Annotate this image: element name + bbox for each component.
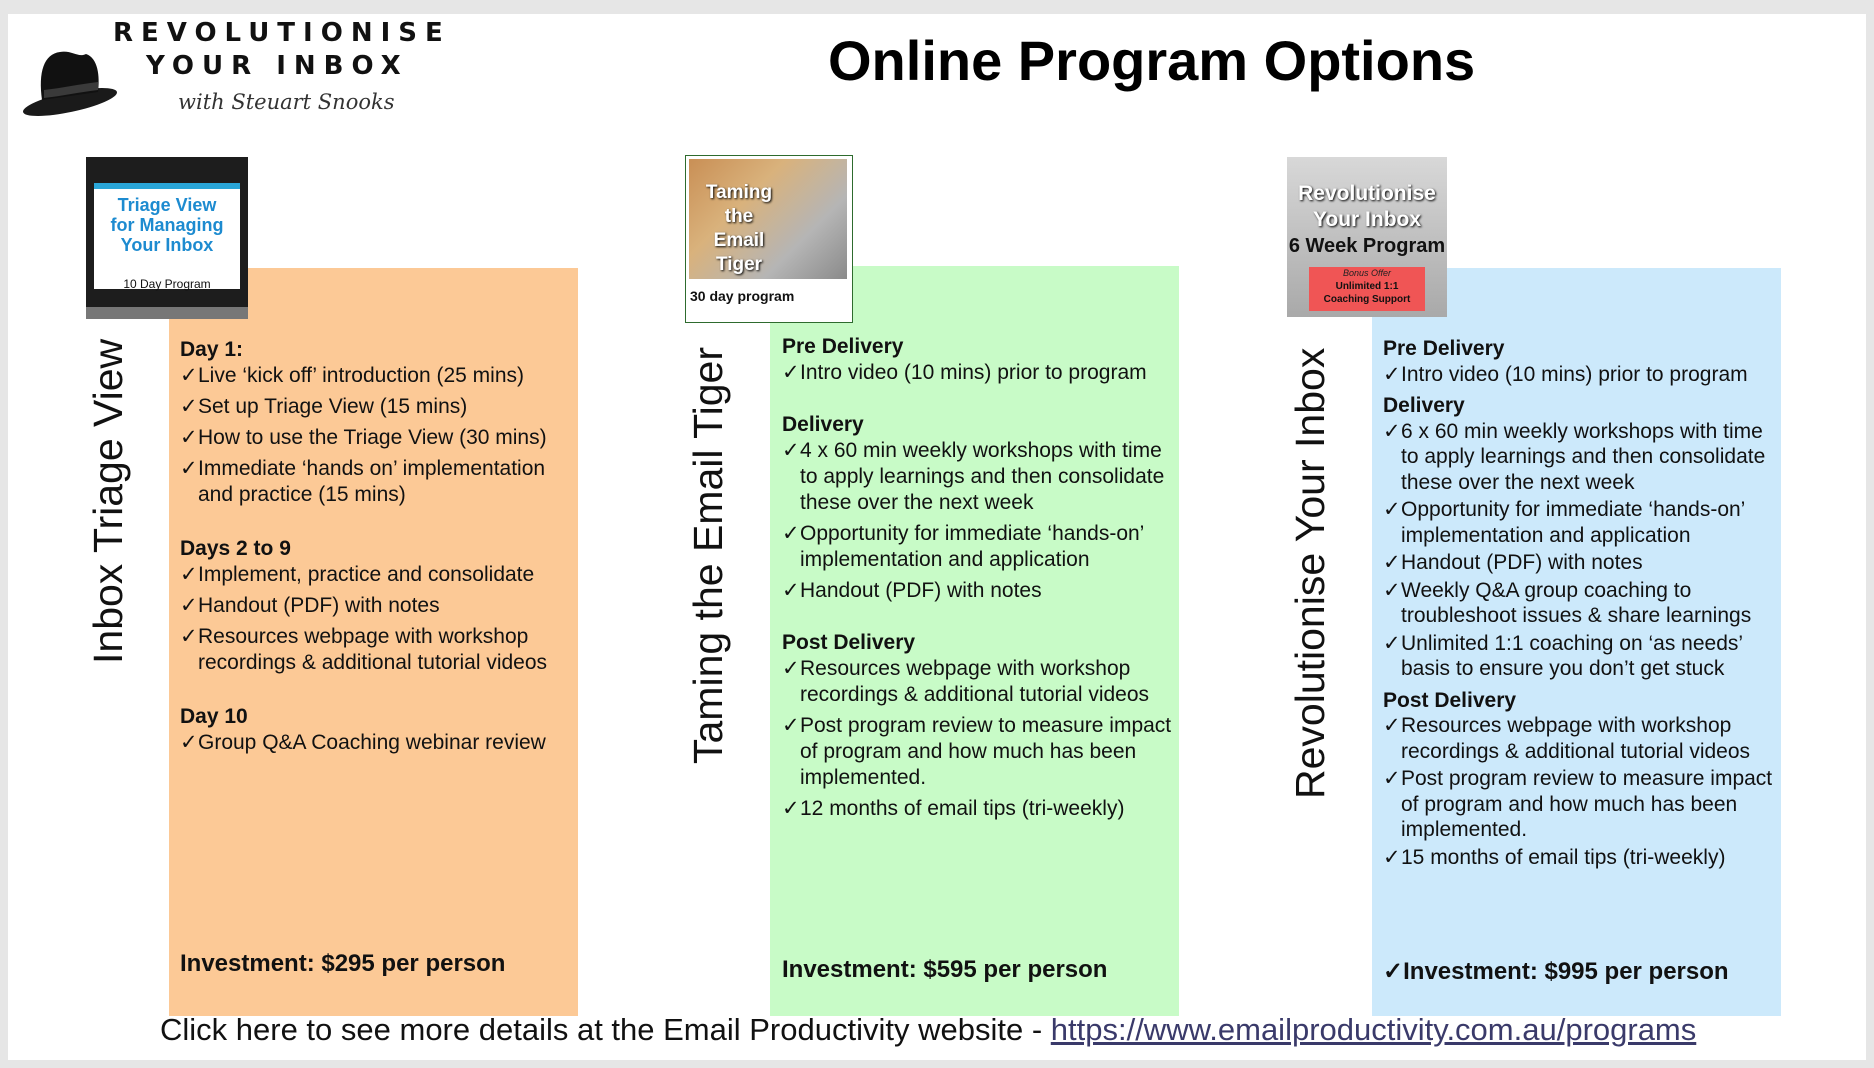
vertical-title-tiger: Taming the Email Tiger xyxy=(685,346,731,764)
hat-logo-icon xyxy=(20,32,120,122)
list-item: ✓ Implement, practice and consolidate xyxy=(180,563,535,586)
list-item: ✓ Resources webpage with workshop recordings & additional tutorial videos xyxy=(180,625,548,674)
thumb-line: Your Inbox xyxy=(120,235,214,255)
item-list xyxy=(1383,362,1779,388)
thumb-subtitle: 6 Week Program xyxy=(1288,235,1446,257)
section-heading: Pre Delivery xyxy=(1383,337,1505,360)
list-item: ✓ Group Q&A Coaching webinar review xyxy=(180,731,546,754)
list-item: ✓ Unlimited 1:1 coaching on ‘as needs’ basis to ensure you don’t get stuck xyxy=(1383,631,1743,680)
list-item: ✓ Intro video (10 mins) prior to program xyxy=(782,361,1147,384)
list-item: ✓ Resources webpage with workshop recordings & additional tutorial videos xyxy=(1383,714,1751,763)
item-list xyxy=(180,562,575,676)
tiger-image: Taming the Email Tiger xyxy=(689,159,847,279)
program-thumbnail-revolutionise[interactable]: Revolutionise Your Inbox 6 Week Program Bonus Offer Unlimited 1:1 Coaching Support xyxy=(1287,157,1447,317)
investment-price-tiger: Investment: $595 per person xyxy=(782,956,1108,983)
item-list xyxy=(1383,419,1779,682)
section-heading: Day 10 xyxy=(180,705,248,728)
section-heading: Pre Delivery xyxy=(782,335,904,358)
list-item: ✓ 6 x 60 min weekly workshops with time to apply learnings and then consolidate these over the next week xyxy=(1383,419,1766,494)
item-list xyxy=(180,363,575,508)
thumb-subtitle: 10 Day Program xyxy=(123,277,211,291)
list-item: ✓ 15 months of email tips (tri-weekly) xyxy=(1383,845,1726,869)
item-list xyxy=(782,438,1177,604)
bonus-offer-badge: Bonus Offer Unlimited 1:1 Coaching Support xyxy=(1309,267,1425,311)
vertical-title-revolutionise: Revolutionise Your Inbox xyxy=(1287,347,1333,799)
list-item: ✓ Handout (PDF) with notes xyxy=(1383,551,1643,574)
list-item: ✓ Opportunity for immediate ‘hands-on’ implementation and application xyxy=(782,522,1144,571)
page-title: Online Program Options xyxy=(828,29,1476,92)
footer-callout xyxy=(160,1012,1696,1048)
list-item: ✓ Set up Triage View (15 mins) xyxy=(180,395,468,418)
brand-line-1: REVOLUTIONISE xyxy=(113,18,451,48)
list-item: ✓ Resources webpage with workshop recordings & additional tutorial videos xyxy=(782,657,1150,706)
list-item: ✓ Post program review to measure impact of program and how much has been implemented. xyxy=(782,714,1172,789)
thumb-line: for Managing xyxy=(110,215,224,235)
list-item: ✓ 4 x 60 min weekly workshops with time to apply learnings and then consolidate these over the next week xyxy=(782,439,1165,514)
program-thumbnail-triage[interactable] xyxy=(86,157,248,319)
section-heading: Post Delivery xyxy=(782,631,916,654)
program-details-triage xyxy=(180,337,575,761)
item-list xyxy=(782,360,1177,386)
program-details-revolutionise xyxy=(1383,336,1779,872)
section-heading: Post Delivery xyxy=(1383,688,1517,712)
list-item: ✓ Intro video (10 mins) prior to program xyxy=(1383,362,1748,386)
section-heading: Delivery xyxy=(782,413,864,436)
list-item: ✓ Immediate ‘hands on’ implementation and practice (15 mins) xyxy=(180,457,546,506)
list-item: ✓ 12 months of email tips (tri-weekly) xyxy=(782,797,1125,820)
program-thumbnail-tiger[interactable] xyxy=(685,155,853,323)
vertical-title-triage: Inbox Triage View xyxy=(85,338,131,664)
programs-link[interactable]: https://www.emailproductivity.com.au/programs xyxy=(1050,1012,1697,1047)
footer-text: Click here to see more details at the Email Productivity website - xyxy=(160,1012,1051,1047)
thumb-line: Triage View xyxy=(117,195,217,215)
list-item: ✓ Live ‘kick off’ introduction (25 mins) xyxy=(180,364,525,387)
list-item: ✓ Handout (PDF) with notes xyxy=(782,579,1042,602)
section-heading: Day 1: xyxy=(180,338,244,361)
brand-tagline: with Steuart Snooks xyxy=(178,90,395,114)
section-heading: Days 2 to 9 xyxy=(180,537,291,560)
item-list xyxy=(180,730,575,756)
brand-line-2: YOUR INBOX xyxy=(146,51,409,81)
list-item: ✓ Handout (PDF) with notes xyxy=(180,594,440,617)
investment-price-triage: Investment: $295 per person xyxy=(180,950,506,977)
laptop-base xyxy=(86,307,248,319)
item-list xyxy=(782,656,1177,822)
list-item: ✓ How to use the Triage View (30 mins) xyxy=(180,426,547,449)
program-details-tiger xyxy=(782,334,1177,827)
list-item: ✓ Opportunity for immediate ‘hands-on’ implementation and application xyxy=(1383,498,1745,547)
section-heading: Delivery xyxy=(1383,394,1465,417)
thumb-subtitle: 30 day program xyxy=(690,288,795,304)
item-list xyxy=(1383,713,1779,870)
investment-price-revolutionise: ✓Investment: $995 per person xyxy=(1383,958,1729,985)
list-item: ✓ Weekly Q&A group coaching to troubleshoot issues & share learnings xyxy=(1383,578,1752,627)
slide xyxy=(8,14,1866,1060)
list-item: ✓ Post program review to measure impact of program and how much has been implemented. xyxy=(1383,767,1773,841)
